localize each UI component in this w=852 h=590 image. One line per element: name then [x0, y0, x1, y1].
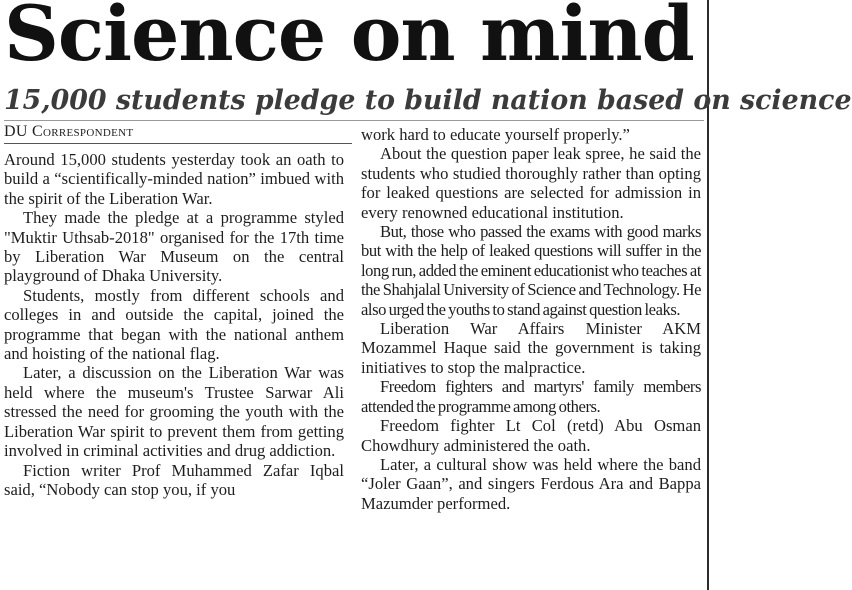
- paragraph: Around 15,000 students yesterday took an oath to build a “scientifically-minded nation” imbued with the spirit of the Liberation War.: [4, 150, 344, 208]
- paragraph: Students, mostly from different schools and colleges in and outside the capital, joined the programme that began with the national anthem and hoisting of the national flag.: [4, 285, 344, 364]
- byline-underline: [4, 143, 352, 144]
- paragraph: Later, a cultural show was held where the band “Joler Gaan”, and singers Ferdous Ara and Bappa Mazumder performed.: [361, 454, 701, 513]
- paragraph: Later, a discussion on the Liberation War was held where the museum's Trustee Sarwar Ali stressed the need for grooming the youth with the Liberation War spirit to prevent them from getting involved in criminal activities and drug addiction.: [4, 363, 344, 461]
- paragraph: Freedom fighters and martyrs' family members attended the programme among others.: [361, 377, 701, 416]
- paragraph: work hard to educate yourself properly.”: [361, 125, 630, 144]
- paragraph: Freedom fighter Lt Col (retd) Abu Osman Chowdhury administered the oath.: [361, 416, 701, 455]
- headline: Science on mind: [4, 0, 694, 78]
- byline-divider: [4, 120, 704, 121]
- subheadline: 15,000 students pledge to build nation based on science: [4, 85, 852, 116]
- paragraph: But, those who passed the exams with good marks but with the help of leaked questions will suffer in the long run, added the eminent educationist who teaches at the Shahjalal University of Science and Technology. He also urged the youths to stand against question leaks.: [361, 222, 701, 319]
- byline: DU Correspondent: [4, 123, 134, 140]
- paragraph: About the question paper leak spree, he said the students who studied thoroughly rather than opting for leaked questions are selected for admission in every renowned educational institution.: [361, 144, 701, 222]
- paragraph: Liberation War Affairs Minister AKM Mozammel Haque said the government is taking initiatives to stop the malpractice.: [361, 319, 701, 377]
- paragraph: They made the pledge at a programme styled "Muktir Uthsab-2018" organised for the 17th time by Liberation War Museum on the central playground of Dhaka University.: [4, 208, 344, 286]
- article-column-left: [4, 150, 344, 499]
- article-column-right: [361, 125, 701, 513]
- paragraph: Fiction writer Prof Muhammed Zafar Iqbal said, “Nobody can stop you, if you: [4, 460, 344, 499]
